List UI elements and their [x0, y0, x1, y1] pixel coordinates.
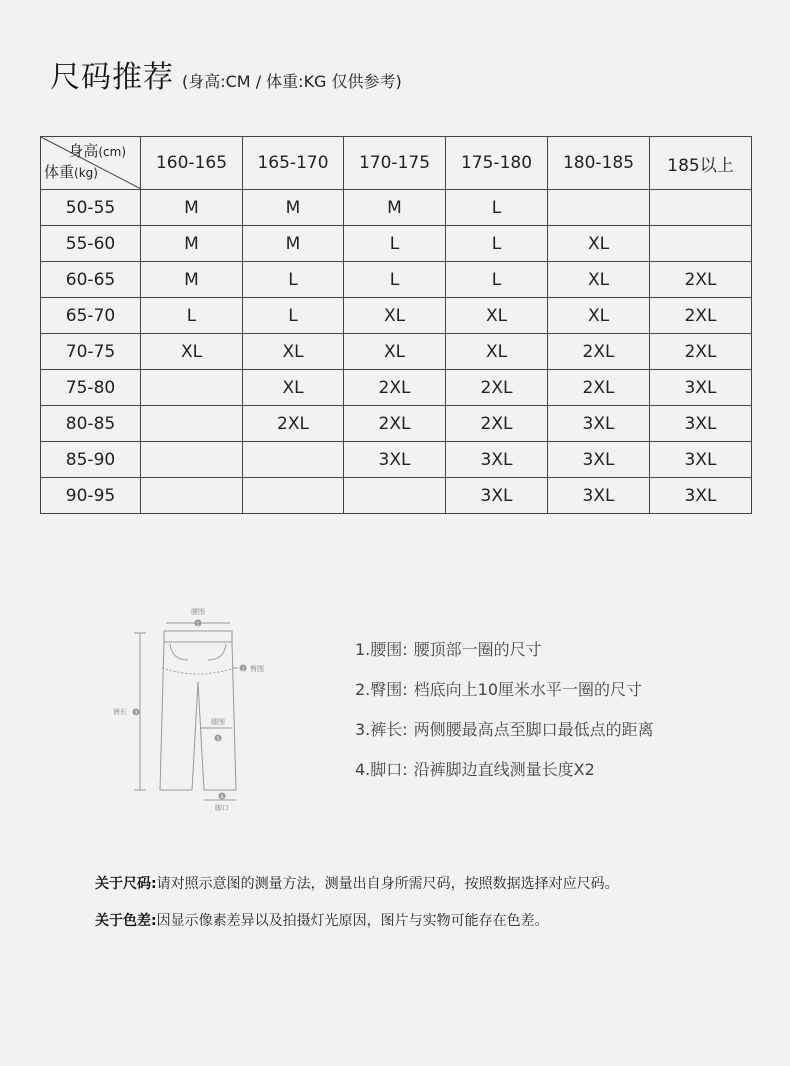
size-cell: M — [141, 226, 243, 262]
size-cell — [141, 370, 243, 406]
page-title — [50, 52, 402, 96]
column-header: 180-185 — [548, 137, 650, 190]
size-cell: 3XL — [548, 406, 650, 442]
table-row — [41, 406, 752, 442]
waistband-outline — [164, 631, 232, 642]
column-header: 160-165 — [141, 137, 243, 190]
weight-cell: 80-85 — [41, 406, 141, 442]
size-cell: M — [344, 190, 446, 226]
size-cell — [141, 406, 243, 442]
size-cell: XL — [243, 334, 344, 370]
corner-height-label: 身高(cm) — [68, 142, 126, 160]
length-label: 裤长 — [113, 708, 127, 716]
size-cell: XL — [344, 334, 446, 370]
size-cell: 3XL — [650, 406, 752, 442]
size-cell: 3XL — [446, 478, 548, 514]
table-row — [41, 478, 752, 514]
weight-cell: 70-75 — [41, 334, 141, 370]
column-header: 165-170 — [243, 137, 344, 190]
size-cell: L — [243, 298, 344, 334]
color-note: 关于色差:因显示像素差异以及拍摄灯光原因，图片与实物可能存在色差。 — [95, 913, 549, 929]
table-row — [41, 442, 752, 478]
size-cell: 2XL — [650, 334, 752, 370]
size-cell: XL — [243, 370, 344, 406]
size-cell: L — [446, 226, 548, 262]
size-cell: XL — [548, 226, 650, 262]
weight-cell: 90-95 — [41, 478, 141, 514]
hip-dashed-line — [162, 668, 234, 674]
table-header-row — [41, 137, 752, 190]
size-cell: XL — [141, 334, 243, 370]
size-cell: M — [141, 190, 243, 226]
title-sub: (身高:CM / 体重:KG 仅供参考) — [182, 72, 402, 91]
size-cell: M — [243, 226, 344, 262]
marker-number: 5 — [216, 736, 220, 743]
size-cell: 2XL — [344, 370, 446, 406]
column-header: 175-180 — [446, 137, 548, 190]
size-chart-table — [40, 136, 752, 514]
hem-label: 脚口 — [215, 804, 229, 812]
thigh-label: 腿围 — [211, 718, 225, 726]
measurement-notes — [355, 640, 654, 800]
size-cell — [650, 190, 752, 226]
note-item: 3.裤长: 两侧腰最高点至脚口最低点的距离 — [355, 720, 654, 739]
footer-notes — [95, 873, 619, 947]
marker-number: 1 — [196, 621, 200, 628]
column-header: 185以上 — [650, 137, 752, 190]
left-pocket — [170, 644, 188, 660]
size-cell: M — [243, 190, 344, 226]
size-cell: 2XL — [650, 298, 752, 334]
title-main: 尺码推荐 — [50, 60, 174, 95]
size-cell: 3XL — [446, 442, 548, 478]
size-cell: 2XL — [344, 406, 446, 442]
size-cell: 2XL — [446, 370, 548, 406]
table-row — [41, 226, 752, 262]
marker-number: 3 — [134, 710, 138, 717]
hip-label: 臀围 — [250, 665, 264, 673]
size-cell: L — [344, 226, 446, 262]
note-item: 1.腰围: 腰顶部一圈的尺寸 — [355, 640, 542, 659]
size-cell: XL — [548, 298, 650, 334]
weight-cell: 85-90 — [41, 442, 141, 478]
note-item: 2.臀围: 档底向上10厘米水平一圈的尺寸 — [355, 680, 643, 699]
size-cell: L — [141, 298, 243, 334]
size-cell: XL — [446, 334, 548, 370]
size-cell: 3XL — [344, 442, 446, 478]
waist-label: 腰围 — [191, 608, 205, 616]
table-row — [41, 370, 752, 406]
size-cell — [141, 478, 243, 514]
size-cell: L — [446, 190, 548, 226]
weight-cell: 60-65 — [41, 262, 141, 298]
size-cell: 3XL — [650, 442, 752, 478]
weight-cell: 75-80 — [41, 370, 141, 406]
size-cell — [243, 478, 344, 514]
weight-cell: 55-60 — [41, 226, 141, 262]
size-cell: XL — [344, 298, 446, 334]
size-cell — [650, 226, 752, 262]
size-note: 关于尺码:请对照示意图的测量方法，测量出自身所需尺码，按照数据选择对应尺码。 — [95, 876, 619, 892]
table-corner-cell — [41, 137, 141, 190]
table-row — [41, 298, 752, 334]
note-item: 4.脚口: 沿裤脚边直线测量长度X2 — [355, 760, 595, 779]
size-cell — [141, 442, 243, 478]
size-cell: L — [446, 262, 548, 298]
size-cell: 2XL — [548, 334, 650, 370]
marker-number: 2 — [241, 666, 245, 673]
table-row — [41, 190, 752, 226]
marker-number: 4 — [220, 794, 224, 801]
size-cell: 2XL — [243, 406, 344, 442]
size-cell: L — [243, 262, 344, 298]
size-cell: M — [141, 262, 243, 298]
size-cell — [344, 478, 446, 514]
size-cell: 2XL — [548, 370, 650, 406]
size-cell: XL — [548, 262, 650, 298]
pants-measurement-diagram — [100, 600, 300, 820]
table-row — [41, 334, 752, 370]
weight-cell: 50-55 — [41, 190, 141, 226]
right-pocket — [208, 644, 226, 660]
size-cell — [548, 190, 650, 226]
size-cell: 3XL — [548, 478, 650, 514]
pants-outline — [160, 642, 236, 790]
size-cell: L — [344, 262, 446, 298]
size-cell: 3XL — [650, 370, 752, 406]
weight-cell: 65-70 — [41, 298, 141, 334]
size-cell — [243, 442, 344, 478]
column-header: 170-175 — [344, 137, 446, 190]
size-cell: 3XL — [650, 478, 752, 514]
size-cell: 3XL — [548, 442, 650, 478]
size-cell: 2XL — [650, 262, 752, 298]
corner-weight-label: 体重(kg) — [44, 163, 98, 181]
table-row — [41, 262, 752, 298]
size-cell: 2XL — [446, 406, 548, 442]
size-cell: XL — [446, 298, 548, 334]
